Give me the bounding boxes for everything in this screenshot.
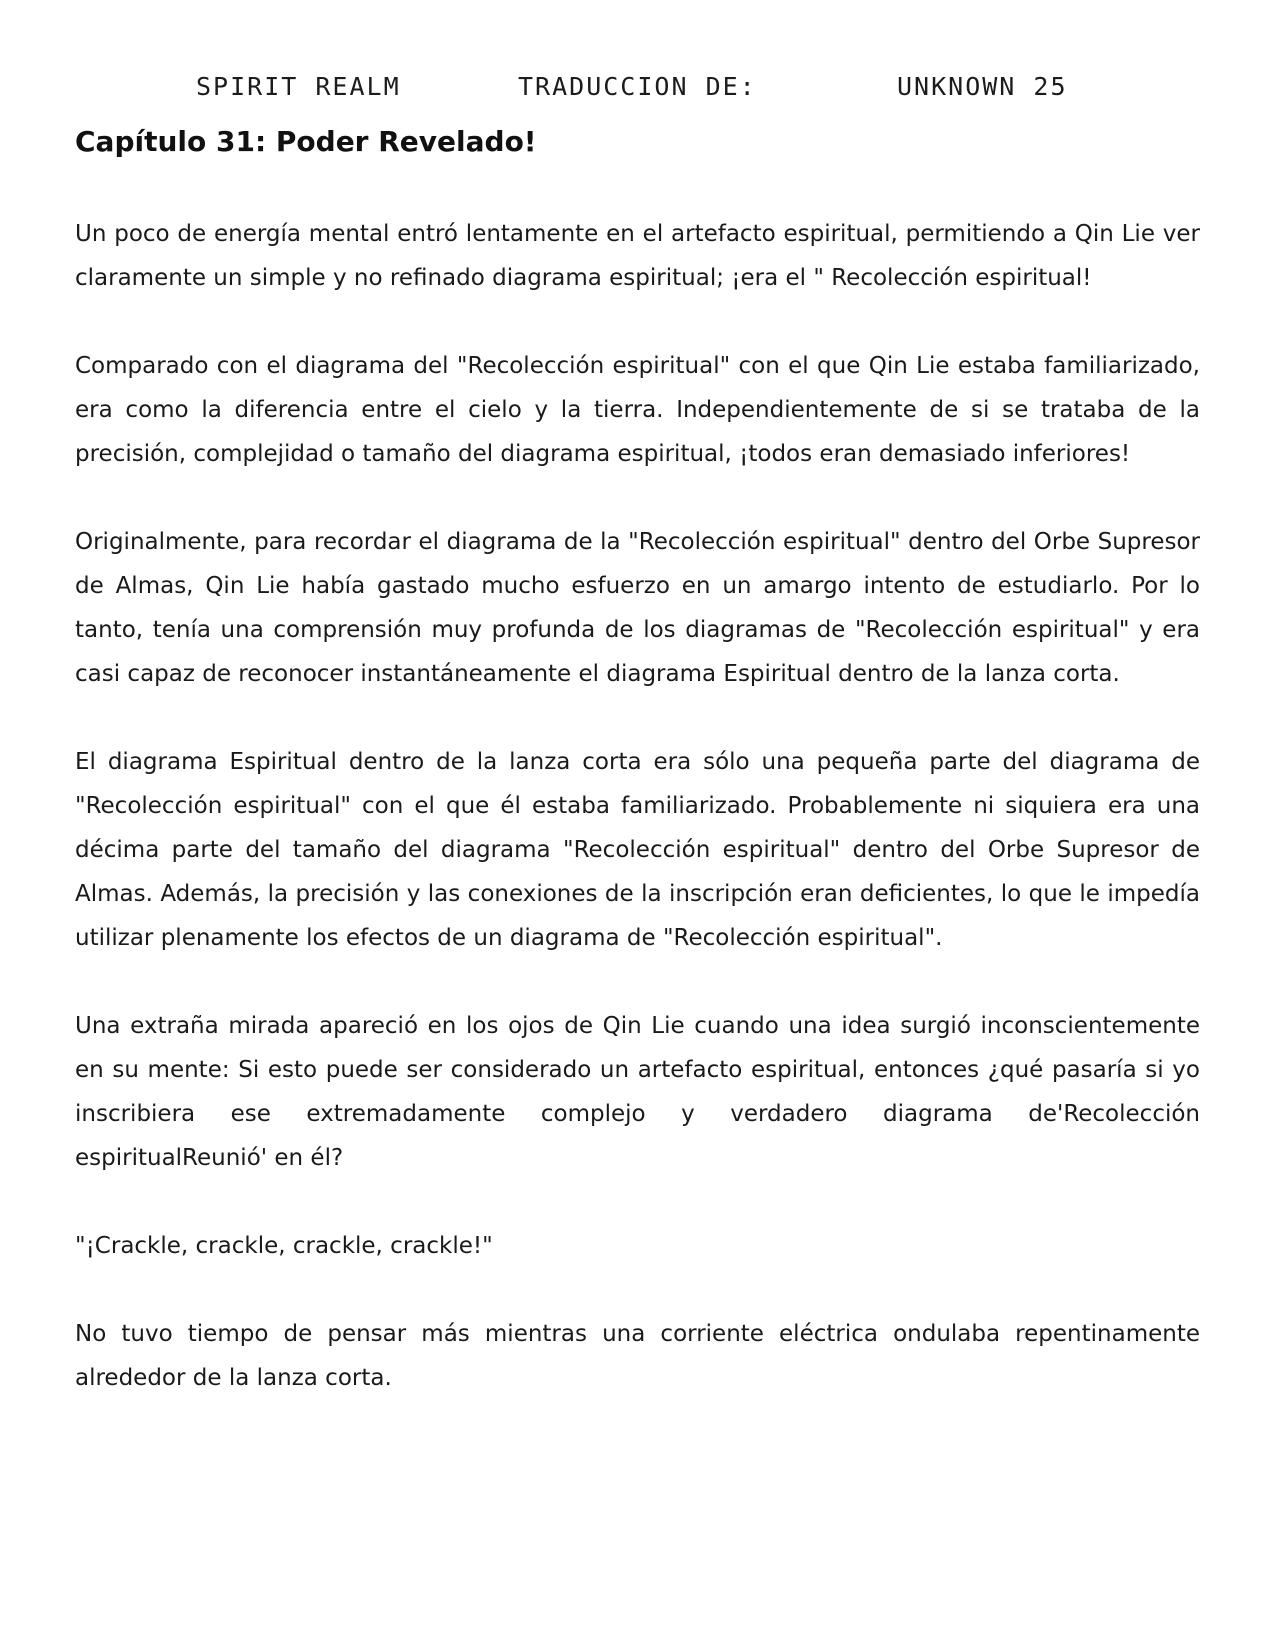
paragraph: No tuvo tiempo de pensar más mientras una corriente eléctrica ondulaba repentinamente alrededor de la lanza corta. (75, 1321, 1200, 1391)
chapter-body (75, 212, 1200, 1444)
header-translation-label: TRADUCCION DE: (518, 72, 757, 101)
header-book-title: SPIRIT REALM (196, 72, 401, 101)
paragraph: Originalmente, para recordar el diagrama de la "Recolección espiritual" dentro del Orbe Supresor de Almas, Qin Lie había gastado mucho esfuerzo en un amargo intento de estudiarlo. Por lo tanto, tenía una comprensión muy profunda de los diagramas de "Recolección espiritual" y era casi capaz de reconocer instantáneamente el diagrama Espiritual dentro de la lanza corta. (75, 529, 1200, 687)
paragraph: Un poco de energía mental entró lentamente en el artefacto espiritual, permitiendo a Qin Lie ver claramente un simple y no refinado diagrama espiritual; ¡era el " Recolección espiritual! (75, 221, 1200, 291)
chapter-title: Capítulo 31: Poder Revelado! (75, 125, 537, 158)
running-header (0, 72, 1275, 112)
paragraph: Comparado con el diagrama del "Recolección espiritual" con el que Qin Lie estaba familiarizado, era como la diferencia entre el cielo y la tierra. Independientemente de si se trataba de la precisión, complejidad o tamaño del diagrama espiritual, ¡todos eran demasiado inferiores! (75, 353, 1200, 467)
paragraph: Una extraña mirada apareció en los ojos de Qin Lie cuando una idea surgió inconscientemente en su mente: Si esto puede ser considerado un artefacto espiritual, entonces ¿qué pasaría si yo inscribiera ese extremadamente complejo y verdadero diagrama de'Recolección espiritualReunió' en él? (75, 1013, 1200, 1171)
header-translator: UNKNOWN 25 (897, 72, 1068, 101)
paragraph: El diagrama Espiritual dentro de la lanza corta era sólo una pequeña parte del diagrama de "Recolección espiritual" con el que él estaba familiarizado. Probablemente ni siquiera era una décima parte del tamaño del diagrama "Recolección espiritual" dentro del Orbe Supresor de Almas. Además, la precisión y las conexiones de la inscripción eran deficientes, lo que le impedía utilizar plenamente los efectos de un diagrama de "Recolección espiritual". (75, 749, 1200, 951)
paragraph: "¡Crackle, crackle, crackle, crackle!" (75, 1233, 493, 1259)
